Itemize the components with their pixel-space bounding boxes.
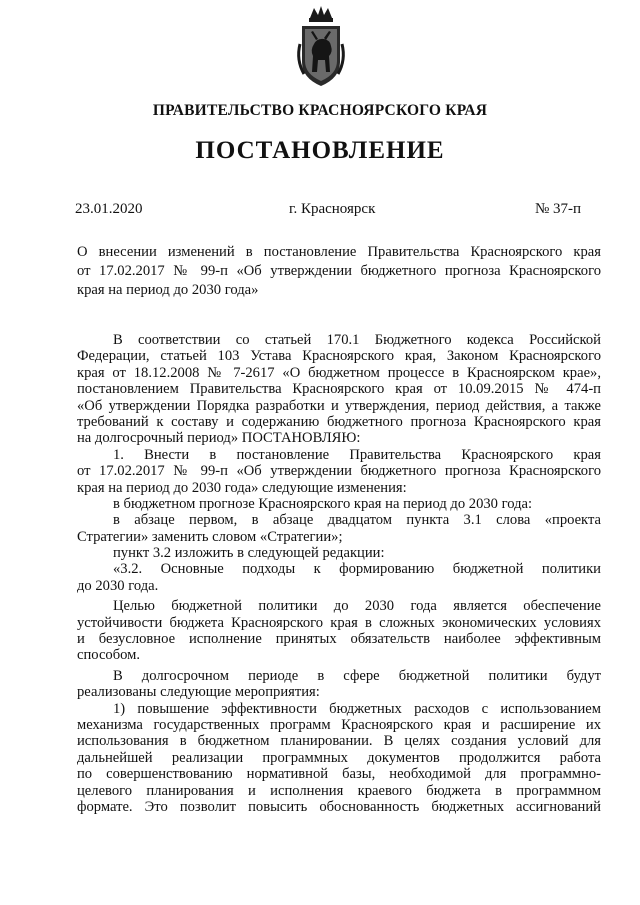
body-line: В долгосрочном периоде в сфере бюджетной политики будут	[113, 667, 601, 684]
body-line: по совершенствованию нормативной базы, необходимой для программно-	[77, 766, 601, 783]
body-line: В соответствии со статьей 170.1 Бюджетного кодекса Российской	[113, 332, 601, 348]
body-line: края на период до 2030 года» следующие изменения:	[77, 479, 407, 496]
document-number: № 37-п	[535, 201, 582, 217]
document-body	[77, 332, 601, 815]
document-type-heading: ПОСТАНОВЛЕНИЕ	[195, 137, 445, 164]
subject-line: О внесении изменений в постановление Правительства Красноярского края	[77, 244, 601, 260]
organization-title: ПРАВИТЕЛЬСТВО КРАСНОЯРСКОГО КРАЯ	[152, 102, 488, 119]
body-line: реализованы следующие мероприятия:	[77, 684, 320, 701]
body-line: в бюджетном прогнозе Красноярского края на период до 2030 года:	[113, 495, 533, 512]
body-line: в абзаце первом, в абзаце двадцатом пункта 3.1 слова «проекта	[113, 512, 601, 529]
body-line: целевого планирования и исполнения краевого бюджета в программном	[77, 782, 601, 799]
body-line: до 2030 года.	[77, 577, 159, 594]
body-line: края от 18.12.2008 № 7-2617 «О бюджетном процессе в Красноярском крае»,	[77, 364, 601, 381]
body-line: механизма государственных программ Красноярского края и расширение их	[77, 716, 601, 733]
body-line: способом.	[77, 647, 141, 664]
document-city: г. Красноярск	[289, 201, 376, 217]
body-line: Федерации, статьей 103 Устава Красноярского края, Законом Красноярского	[77, 348, 601, 365]
subject-line: края на период до 2030 года»	[77, 282, 259, 298]
subject-line: от 17.02.2017 № 99-п «Об утверждении бюджетного прогноза Красноярского	[77, 263, 601, 279]
body-line: требований к составу и содержанию бюджетного прогноза Красноярского края	[77, 413, 601, 430]
document-date: 23.01.2020	[75, 201, 143, 217]
body-line: постановлением Правительства Красноярского края от 10.09.2015 № 474-п	[77, 381, 601, 398]
body-line: использования в бюджетном планировании. В целях создания условий для	[77, 733, 601, 750]
body-line: от 17.02.2017 № 99-п «Об утверждении бюджетного прогноза Красноярского	[77, 463, 601, 480]
body-line: и безусловное исполнение принятых обязательств наиболее эффективным	[77, 631, 601, 648]
body-line: 1. Внести в постановление Правительства Красноярского края	[113, 446, 601, 463]
coat-of-arms-icon	[294, 4, 348, 88]
body-line: «3.2. Основные подходы к формированию бюджетной политики	[113, 561, 601, 578]
body-line: формате. Это позволит повысить обоснованность бюджетных ассигнований	[77, 798, 601, 815]
body-line: на долгосрочный период» ПОСТАНОВЛЯЮ:	[77, 430, 361, 447]
body-line: дальнейшей реализации программных документов продолжится работа	[77, 749, 601, 766]
body-line: устойчивости бюджета Красноярского края в сложных экономических условиях	[77, 614, 601, 631]
body-line: пункт 3.2 изложить в следующей редакции:	[113, 545, 385, 562]
document-subject	[77, 243, 601, 300]
body-line: Стратегии» заменить словом «Стратегии»;	[77, 528, 343, 545]
body-line: 1) повышение эффективности бюджетных расходов с использованием	[113, 700, 601, 717]
body-line: «Об утверждении Порядка разработки и утверждения, период действия, а также	[77, 397, 601, 414]
body-line: Целью бюджетной политики до 2030 года является обеспечение	[113, 598, 601, 615]
